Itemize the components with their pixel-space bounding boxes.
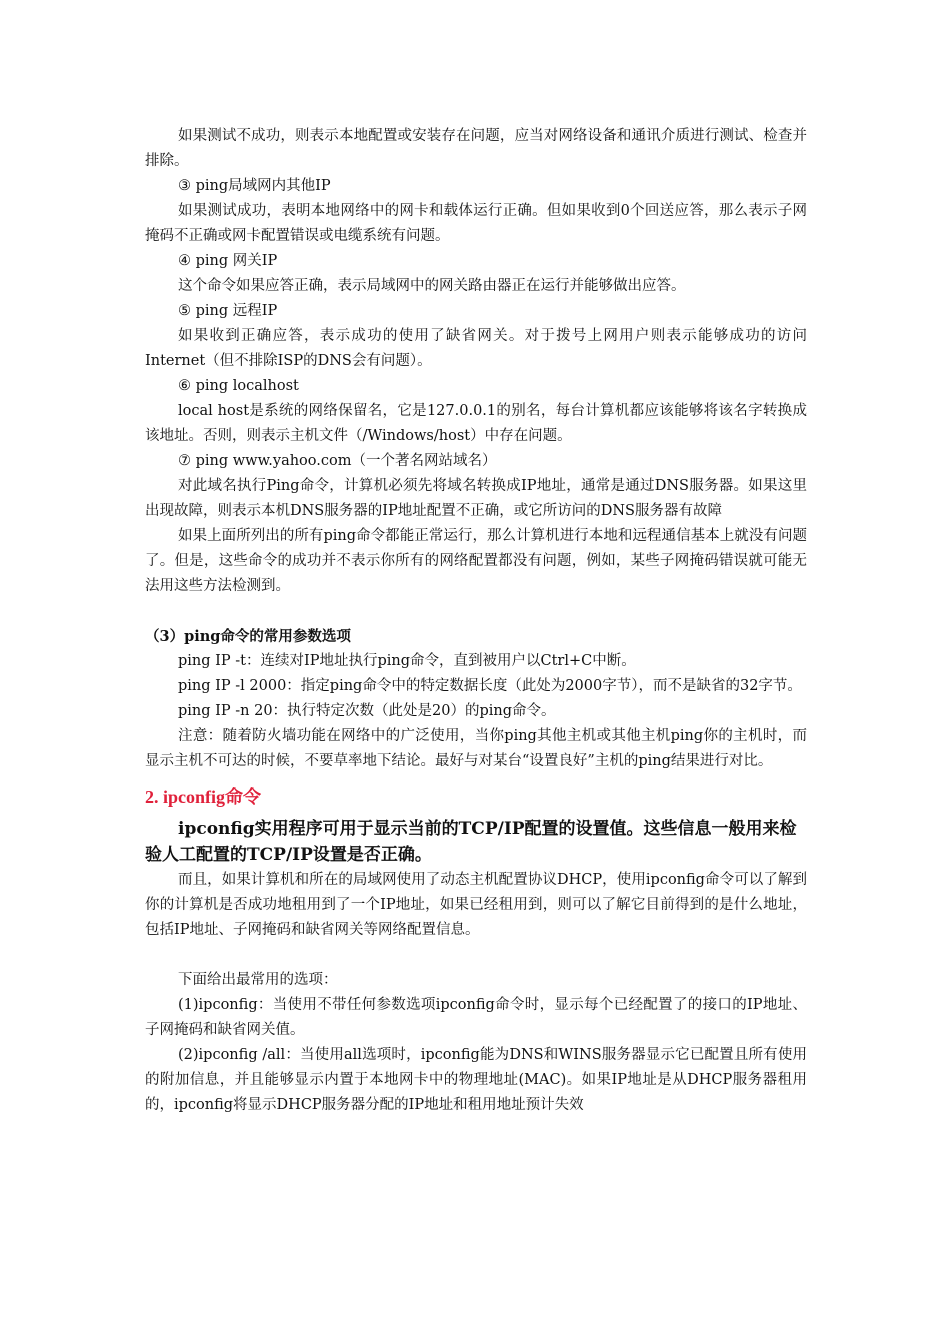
option-n: ping IP -n 20：执行特定次数（此处是20）的ping命令。: [178, 703, 556, 719]
paragraph-test-fail: 如果测试不成功，则表示本地配置或安装存在问题，应当对网络设备和通讯介质进行测试、检查并排除。: [145, 128, 807, 169]
document-page: [145, 124, 807, 1118]
paragraph-dns-result: 对此域名执行Ping命令，计算机必须先将域名转换成IP地址，通常是通过DNS服务器。如果这里出现故障，则表示本机DNS服务器的IP地址配置不正确，或它所访问的DNS服务器有故障: [145, 478, 807, 519]
paragraph-ipconfig-intro: ipconfig实用程序可用于显示当前的TCP/IP配置的设置值。这些信息一般用来检验人工配置的TCP/IP设置是否正确。: [145, 819, 797, 865]
option-ipconfig: (1)ipconfig：当使用不带任何参数选项ipconfig命令时，显示每个已经配置了的接口的IP地址、子网掩码和缺省网关值。: [145, 997, 807, 1038]
option-l: ping IP -l 2000：指定ping命令中的特定数据长度（此处为2000字节），而不是缺省的32字节。: [178, 678, 802, 694]
paragraph-gateway-result: 这个命令如果应答正确，表示局域网中的网关路由器正在运行并能够做出应答。: [178, 278, 686, 294]
item-ping-lan-ip: ③ ping局域网内其他IP: [178, 178, 331, 194]
item-ping-gateway: ④ ping 网关IP: [178, 253, 278, 269]
paragraph-dhcp: 而且，如果计算机和所在的局域网使用了动态主机配置协议DHCP，使用ipconfig命令可以了解到你的计算机是否成功地租用到了一个IP地址，如果已经租用到，则可以了解它目前得到的是什么地址，包括IP地址、子网掩码和缺省网关等网络配置信息。: [145, 872, 807, 938]
paragraph-localhost-result: local host是系统的网络保留名，它是127.0.0.1的别名，每台计算机都应该能够将该名字转换成该地址。否则，则表示主机文件（/Windows/host）中存在问题。: [145, 403, 807, 444]
section-heading-ipconfig: 2. ipconfig命令: [145, 787, 262, 807]
paragraph-remote-result: 如果收到正确应答，表示成功的使用了缺省网关。对于拨号上网用户则表示能够成功的访问Internet（但不排除ISP的DNS会有问题）。: [145, 328, 807, 369]
item-ping-yahoo: ⑦ ping www.yahoo.com（一个著名网站域名）: [178, 453, 497, 469]
item-ping-remote: ⑤ ping 远程IP: [178, 303, 278, 319]
paragraph-summary: 如果上面所列出的所有ping命令都能正常运行，那么计算机进行本地和远程通信基本上就没有问题了。但是，这些命令的成功并不表示你所有的网络配置都没有问题，例如，某些子网掩码错误就可能无法用这些方法检测到。: [145, 528, 807, 594]
sub-heading-ping-options: （3）ping命令的常用参数选项: [145, 628, 351, 645]
paragraph-lan-result: 如果测试成功，表明本地网络中的网卡和载体运行正确。但如果收到0个回送应答，那么表示子网掩码不正确或网卡配置错误或电缆系统有问题。: [145, 203, 807, 244]
item-ping-localhost: ⑥ ping localhost: [178, 378, 299, 394]
option-ipconfig-all: (2)ipconfig /all：当使用all选项时，ipconfig能为DNS和WINS服务器显示它已配置且所有使用的附加信息，并且能够显示内置于本地网卡中的物理地址(MAC)。如果IP地址是从DHCP服务器租用的，ipconfig将显示DHCP服务器分配的IP地址和租用地址预计失效: [145, 1047, 807, 1113]
option-t: ping IP -t：连续对IP地址执行ping命令，直到被用户以Ctrl+C中断。: [178, 653, 636, 669]
paragraph-options-intro: 下面给出最常用的选项：: [178, 972, 338, 988]
spacer: [145, 599, 807, 624]
paragraph-firewall-note: 注意：随着防火墙功能在网络中的广泛使用，当你ping其他主机或其他主机ping你的主机时，而显示主机不可达的时候，不要草率地下结论。最好与对某台“设置良好”主机的ping结果进行对比。: [145, 728, 807, 769]
spacer: [145, 943, 807, 968]
